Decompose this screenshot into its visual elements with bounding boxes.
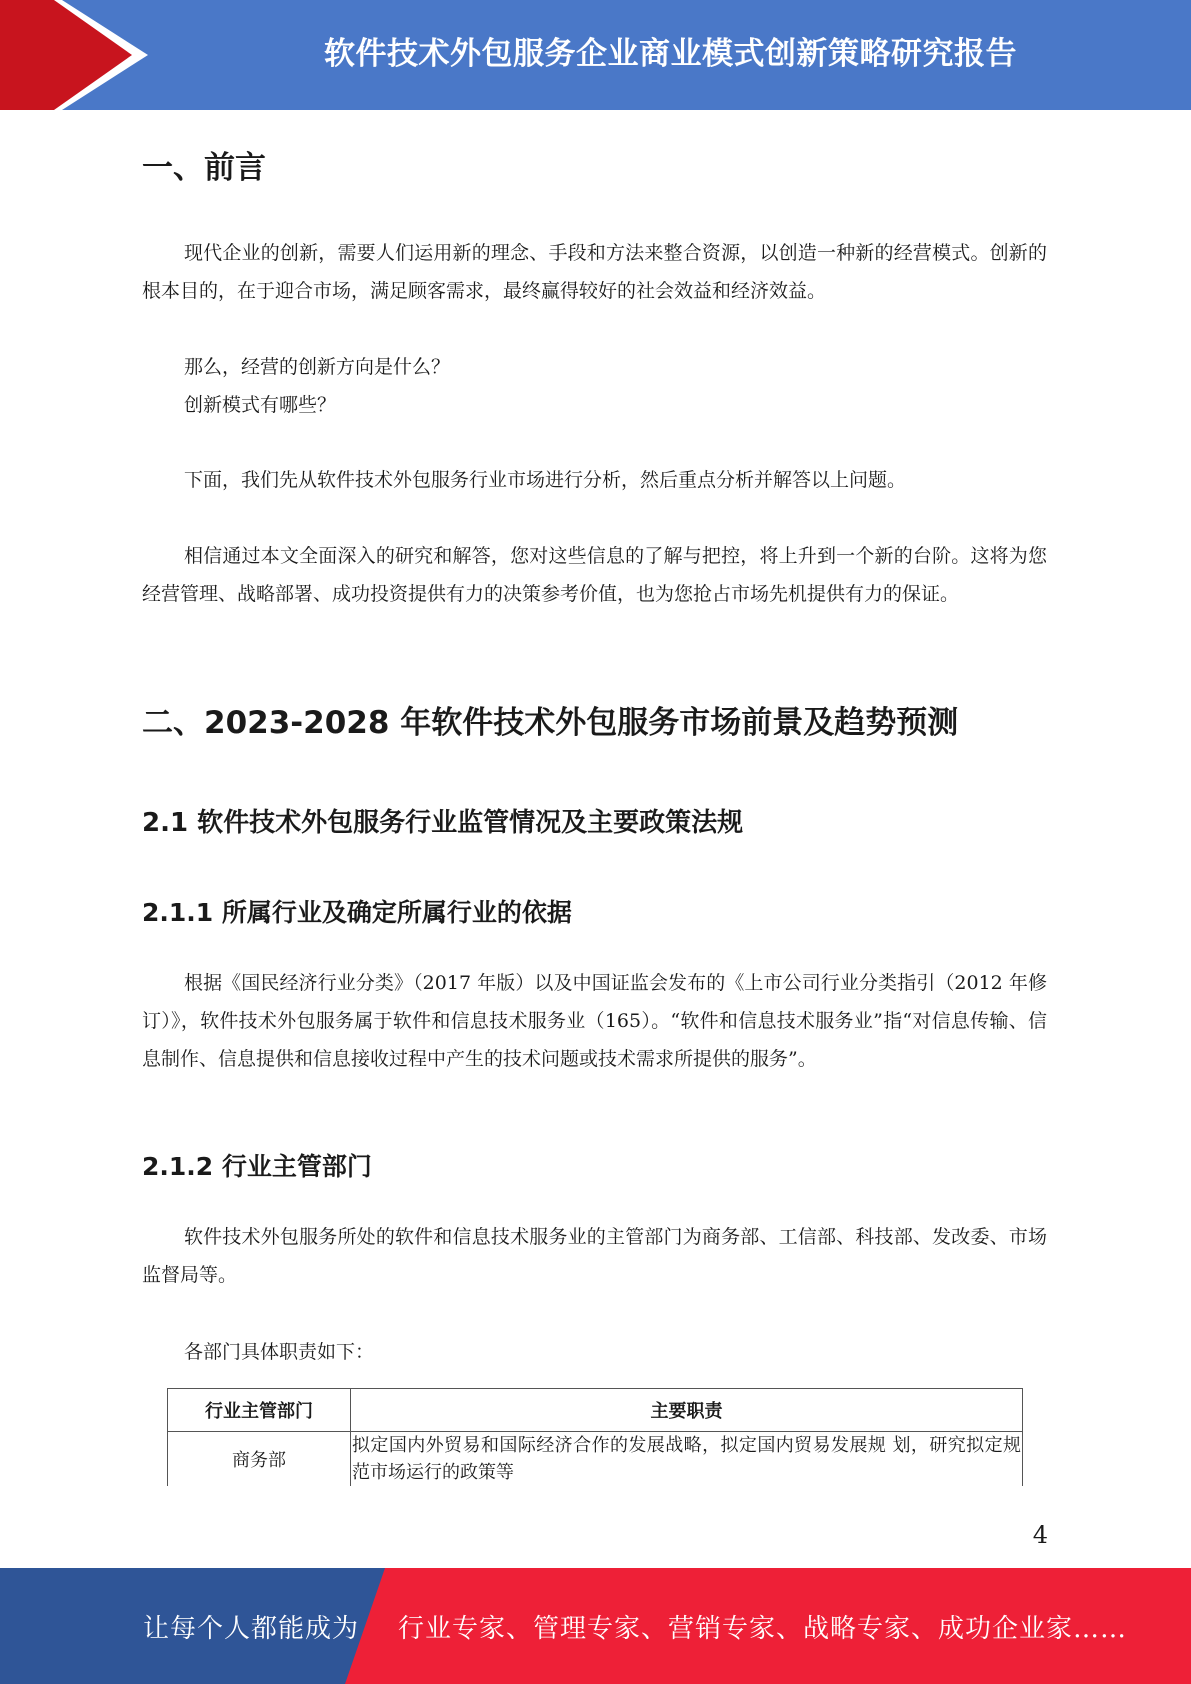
report-header-band [0, 0, 1191, 110]
section-2-1-1-heading: 2.1.1 所属行业及确定所属行业的依据 [142, 898, 572, 927]
table-header-row [168, 1389, 1023, 1432]
section-1-paragraph-3: 相信通过本文全面深入的研究和解答，您对这些信息的了解与把控，将上升到一个新的台阶。这将为您经营管理、战略部署、成功投资提供有力的决策参考价值，也为您抢占市场先机提供有力的保证。 [142, 545, 1047, 605]
red-chevron-icon [0, 0, 150, 110]
table-header-department: 行业主管部门 [168, 1389, 351, 1432]
footer-slogan-left: 让每个人都能成为 [143, 1613, 360, 1644]
section-2-1-1-paragraph: 根据《国民经济行业分类》（2017 年版）以及中国证监会发布的《上市公司行业分类指引（2012 年修订）》，软件技术外包服务属于软件和信息技术服务业（165）。“软件和信息技术服务业”指“对信息传输、信息制作、信息提供和信息接收过程中产生的技术问题或技术需求所提供的服务”。 [142, 972, 1047, 1070]
table-cell-department: 商务部 [168, 1432, 351, 1487]
page-break-mask [160, 1486, 1040, 1516]
table-cell-duty: 拟定国内外贸易和国际经济合作的发展战略，拟定国内贸易发展规 划，研究拟定规范市场运行的政策等 [351, 1432, 1023, 1487]
section-1-question-1: 那么，经营的创新方向是什么？ [184, 356, 451, 378]
table-row [168, 1432, 1023, 1487]
section-1-heading: 一、前言 [142, 150, 266, 186]
page-number: 4 [1032, 1521, 1048, 1549]
section-2-1-2-paragraph-1: 软件技术外包服务所处的软件和信息技术服务业的主管部门为商务部、工信部、科技部、发改委、市场监督局等。 [142, 1226, 1047, 1286]
section-2-heading: 二、2023-2028 年软件技术外包服务市场前景及趋势预测 [142, 705, 959, 741]
section-2-1-heading: 2.1 软件技术外包服务行业监管情况及主要政策法规 [142, 808, 744, 838]
section-2-1-2-paragraph-2: 各部门具体职责如下： [184, 1341, 375, 1363]
section-2-1-2-heading: 2.1.2 行业主管部门 [142, 1152, 372, 1181]
report-title: 软件技术外包服务企业商业模式创新策略研究报告 [324, 35, 1017, 72]
department-duty-table [167, 1388, 1023, 1487]
section-1-paragraph-1: 现代企业的创新，需要人们运用新的理念、手段和方法来整合资源，以创造一种新的经营模式。创新的根本目的，在于迎合市场，满足顾客需求，最终赢得较好的社会效益和经济效益。 [142, 242, 1047, 302]
footer-slogan-right: 行业专家、管理专家、营销专家、战略专家、成功企业家…… [398, 1613, 1128, 1644]
table-header-duty: 主要职责 [351, 1389, 1023, 1432]
section-1-paragraph-2: 下面，我们先从软件技术外包服务行业市场进行分析，然后重点分析并解答以上问题。 [184, 469, 907, 491]
footer-band [0, 1568, 1191, 1684]
section-1-question-2: 创新模式有哪些？ [184, 394, 337, 416]
